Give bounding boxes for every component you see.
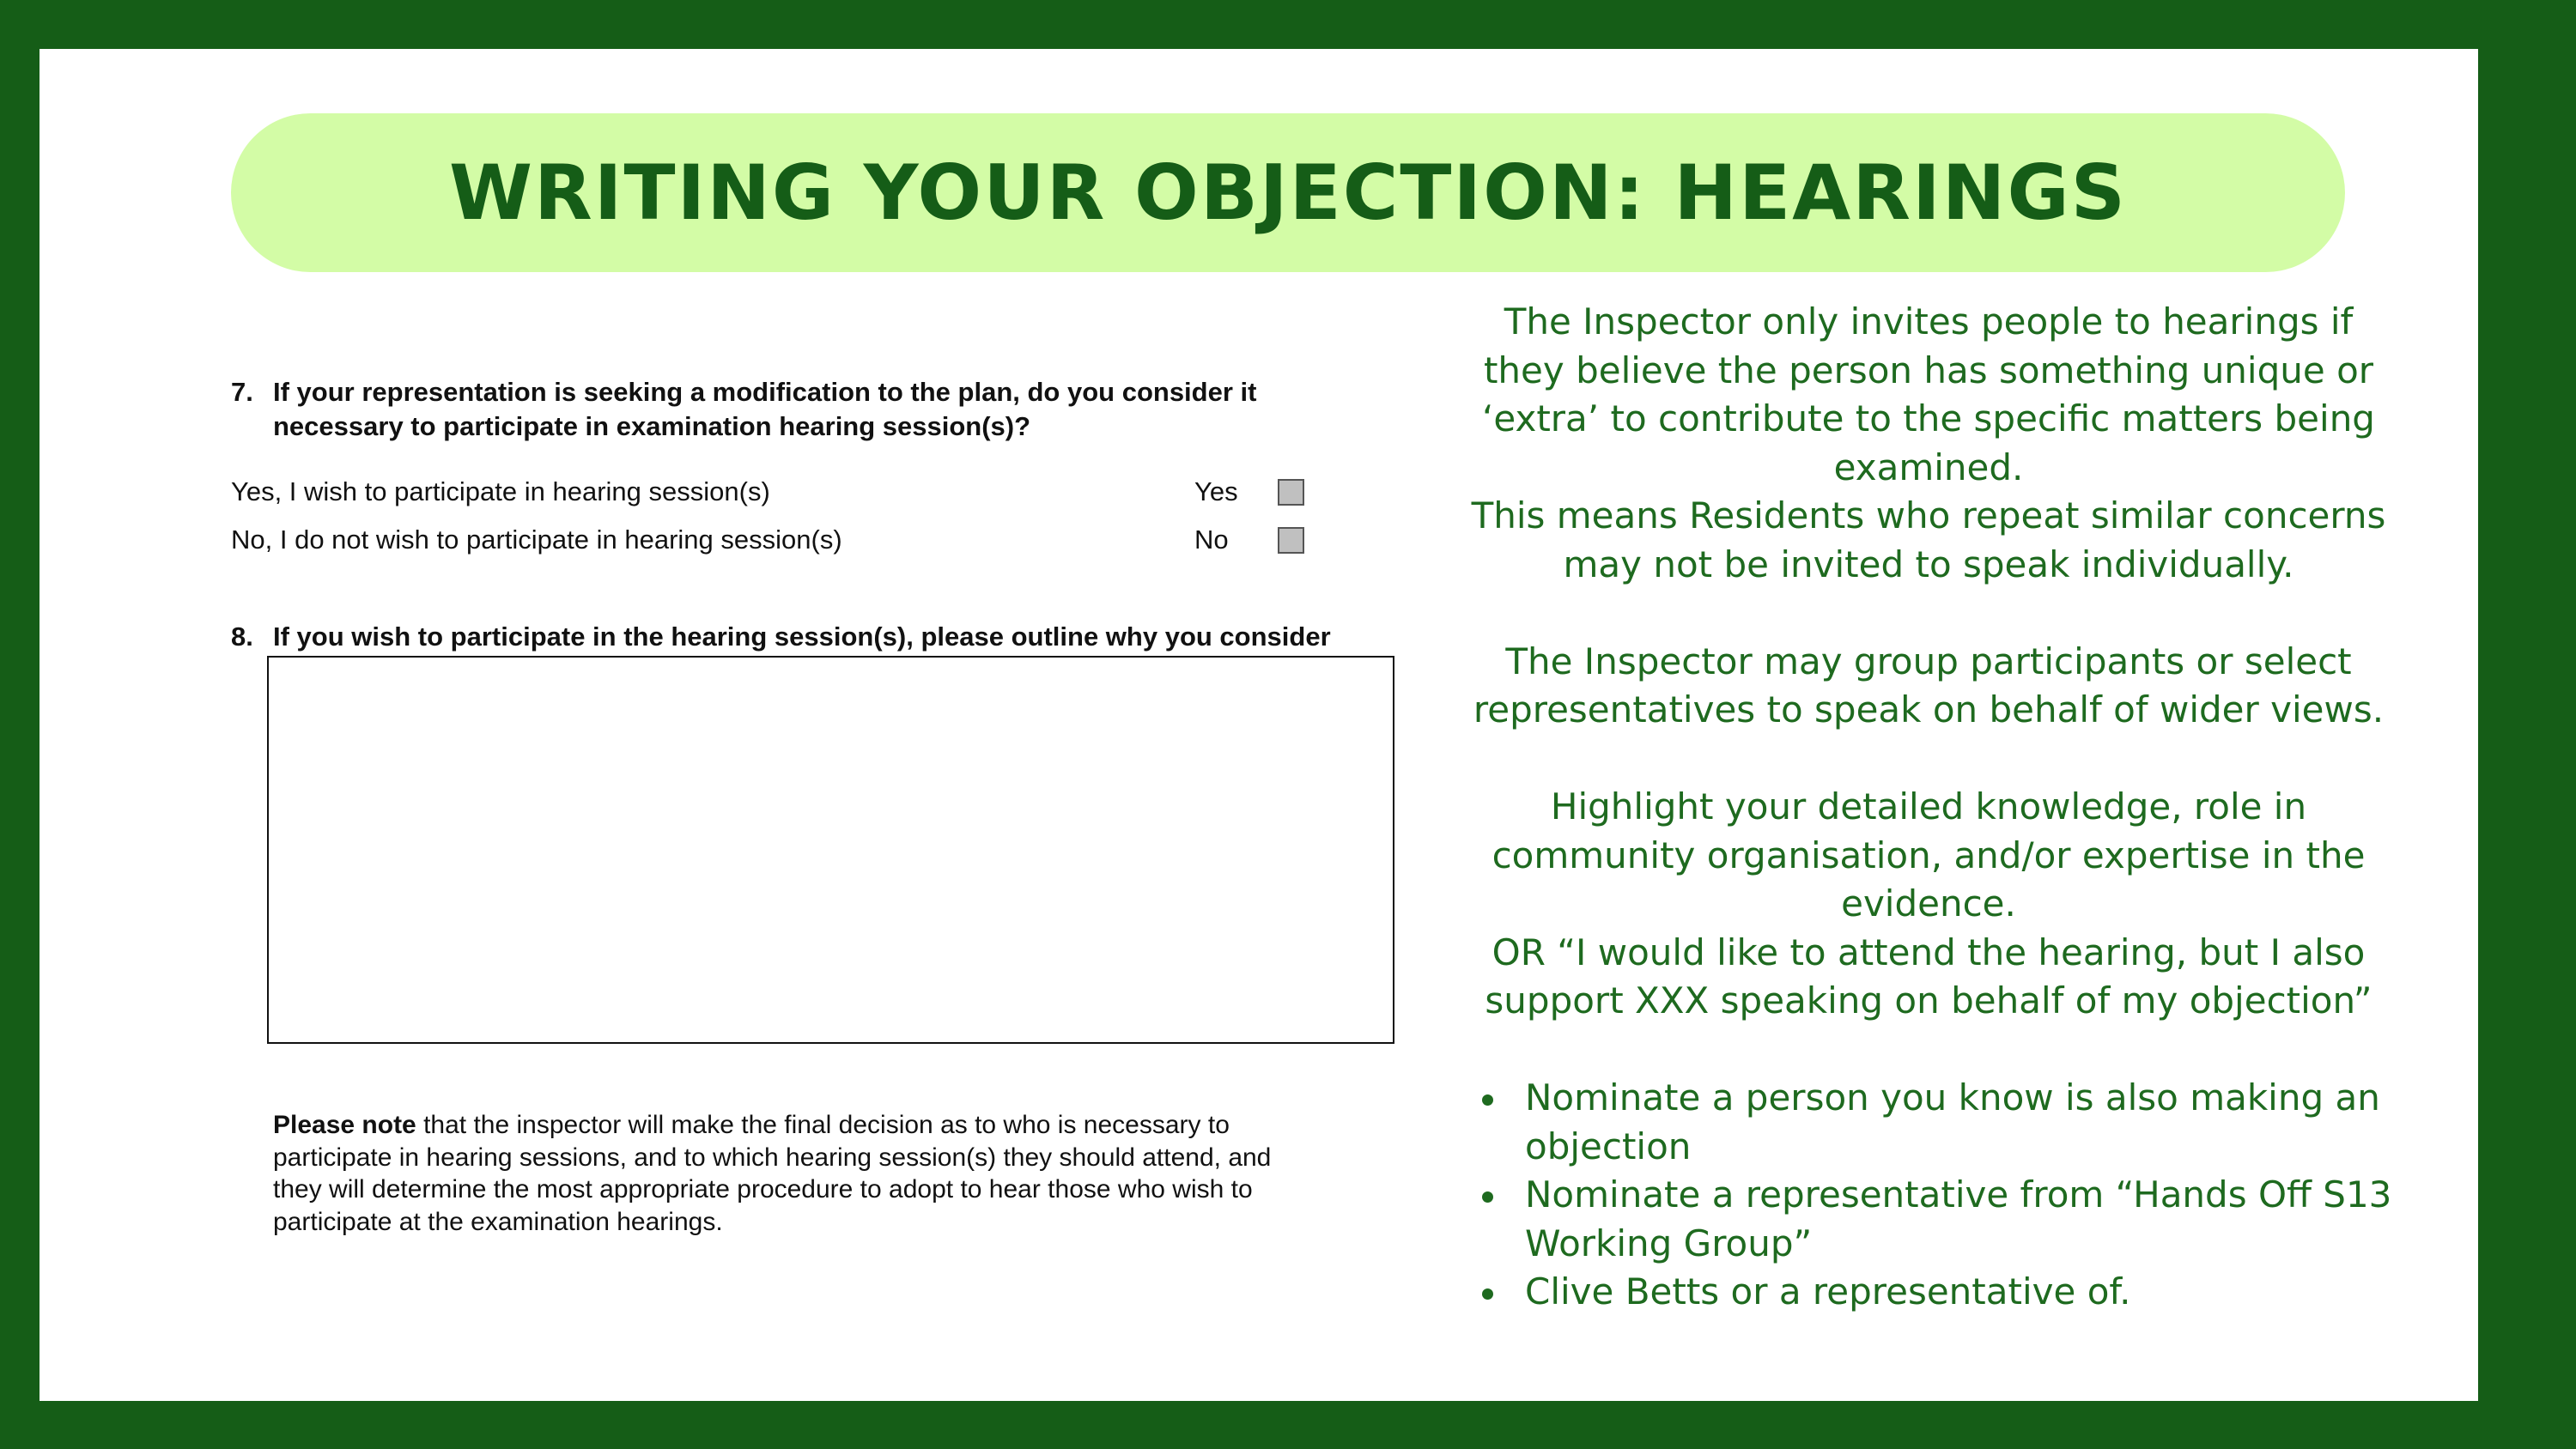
page-title: WRITING YOUR OBJECTION: HEARINGS [448,148,2128,237]
list-item: Clive Betts or a representative of. [1465,1268,2392,1317]
question-text-line: If you wish to participate in the hearing session(s), please outline why you consider [273,621,1331,652]
nomination-list [1465,1074,2392,1317]
note-text: that the inspector will make the final decision as to who is necessary to [416,1111,1230,1139]
no-checkbox[interactable] [1278,527,1304,554]
option-no-label: No, I do not wish to participate in hearing session(s) [231,524,842,555]
note-bold: Please note [273,1111,416,1139]
note-text: participate in hearing sessions, and to which hearing session(s) they should attend, and [273,1143,1272,1172]
guidance-paragraph: This means Residents who repeat similar concerns may not be invited to speak individually. [1471,494,2386,585]
guidance-paragraph: Highlight your detailed knowledge, role in community organisation, and/or expertise in the evidence. [1492,785,2366,925]
slide [39,49,2478,1401]
guidance-panel [1465,298,2392,1317]
note-text: participate at the examination hearings. [273,1207,723,1236]
option-no-word: No [1194,524,1229,555]
yes-checkbox[interactable] [1278,479,1304,506]
guidance-paragraph: OR “I would like to attend the hearing, but I also support XXX speaking on behalf of my objection” [1485,931,2372,1022]
note-text: they will determine the most appropriate procedure to adopt to hear those who wish to [273,1175,1253,1203]
question-number: 7. [231,377,253,407]
form-excerpt [39,49,1499,1401]
answer-textbox[interactable] [267,656,1394,1044]
please-note [273,1109,1389,1238]
guidance-paragraph: The Inspector only invites people to hearings if they believe the person has something unique or ‘extra’ to contribute to the specific matters being examined. [1482,300,2375,488]
list-item: Nominate a representative from “Hands Off S13 Working Group” [1465,1171,2392,1268]
option-yes-word: Yes [1194,476,1238,506]
list-item: Nominate a person you know is also making an objection [1465,1074,2392,1171]
question-text-line: necessary to participate in examination hearing session(s)? [273,411,1031,441]
question-text-line: If your representation is seeking a modification to the plan, do you consider it [273,377,1257,407]
option-yes-label: Yes, I wish to participate in hearing session(s) [231,476,770,506]
guidance-paragraph: The Inspector may group participants or select representatives to speak on behalf of wider views. [1473,640,2385,731]
question-number: 8. [231,621,253,652]
